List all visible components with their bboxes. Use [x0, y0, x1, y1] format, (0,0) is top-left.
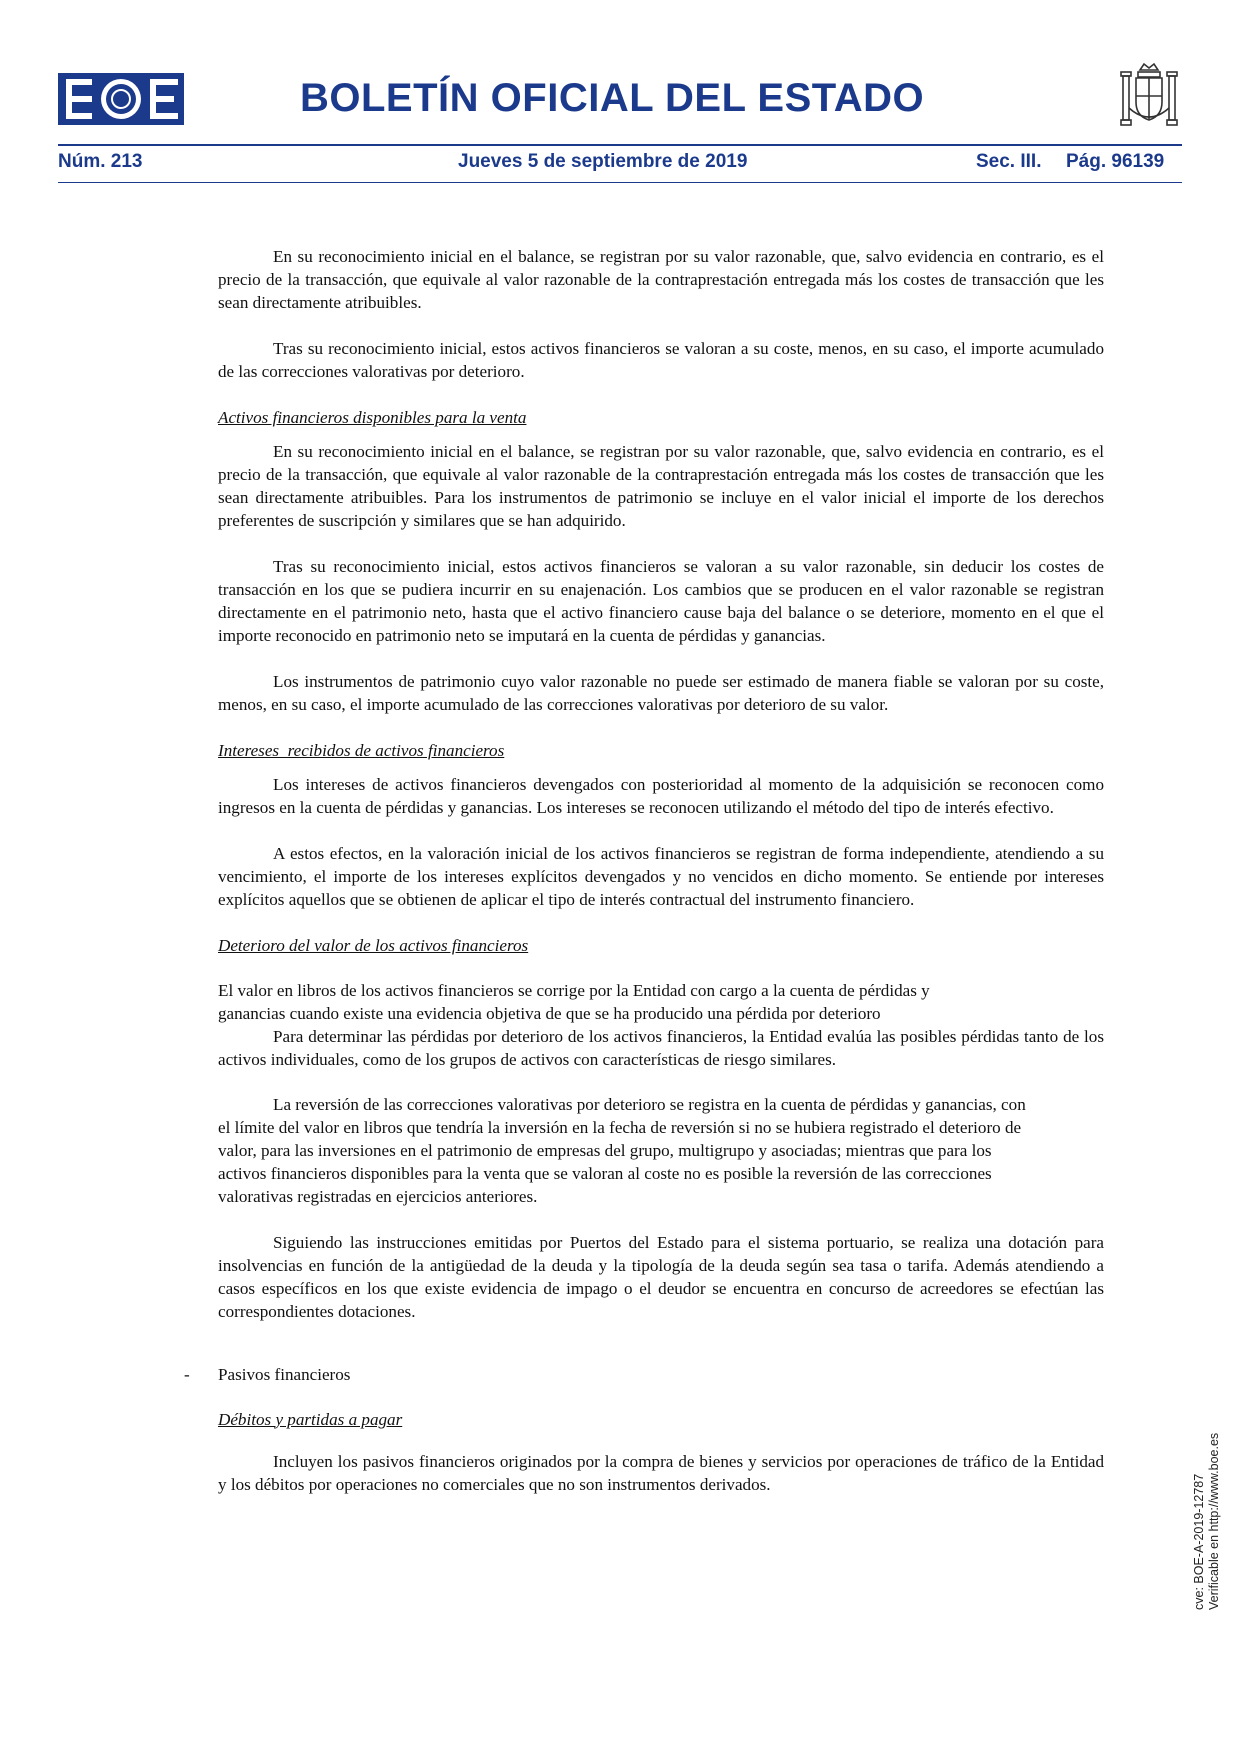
verification-url: Verificable en http://www.boe.es [1207, 1432, 1221, 1610]
paragraph: Incluyen los pasivos financieros originados por la compra de bienes y servicios por operaciones de tráfico de la Entidad y los débitos por operaciones no comerciales que no son instrumentos derivados. [218, 1452, 1104, 1495]
section-heading: Débitos y partidas a pagar [218, 1409, 403, 1429]
paragraph: Siguiendo las instrucciones emitidas por Puertos del Estado para el sistema portuario, se realiza una dotación para insolvencias en función de la antigüedad de la deuda y la tipología de la deuda según sea tasa o tarifa. Además atendiendo a casos específicos en los que existe evidencia de impago o el deudor se encuentra en concurso de acreedores se efectúan las correspondientes dotaciones. [218, 1233, 1104, 1321]
issue-date: Jueves 5 de septiembre de 2019 [458, 151, 748, 172]
bullet-dash: - [184, 1364, 190, 1384]
paragraph: Para determinar las pérdidas por deterioro de los activos financieros, la Entidad evalúa las posibles pérdidas tanto de los activos individuales, como de los grupos de activos con características de riesgo similares. [218, 1026, 1104, 1069]
section: Sec. III. [976, 151, 1042, 172]
section-heading: Activos financieros disponibles para la venta [218, 407, 527, 427]
paragraph: Tras su reconocimiento inicial, estos activos financieros se valoran a su valor razonable, sin deducir los costes de transacción en los que se pudiera incurrir en su enajenación. Los cambios que se producen en el valor razonable se registran directamente en el patrimonio neto, hasta que el activo financiero cause baja del balance o se deteriore, momento en el que el importe reconocido en patrimonio neto se imputará en la cuenta de pérdidas y ganancias. [218, 557, 1104, 645]
header-rule-top [58, 144, 1182, 146]
paragraph: En su reconocimiento inicial en el balance, se registran por su valor razonable, que, salvo evidencia en contrario, es el precio de la transacción, que equivale al valor razonable de la contraprestación entregada más los costes de transacción que les sean directamente atribuibles. [218, 247, 1104, 312]
section-heading: Deterioro del valor de los activos financieros [218, 935, 529, 955]
page-title: BOLETÍN OFICIAL DEL ESTADO [300, 76, 925, 120]
paragraph: Los instrumentos de patrimonio cuyo valor razonable no puede ser estimado de manera fiable se valoran por su coste, menos, en su caso, el importe acumulado de las correcciones valorativas por deterioro de su valor. [218, 671, 1104, 714]
section-heading: Intereses recibidos de activos financieros [218, 740, 505, 760]
document-body [184, 246, 1104, 1520]
header-info-row [58, 151, 1182, 177]
issue-number: Núm. 213 [58, 151, 143, 172]
paragraph: La reversión de las correcciones valorativas por deterioro se registra en la cuenta de pérdidas y ganancias, con el límite del valor en libros que tendría la inversión en la fecha de reversión si no se hubiera registrado el deterioro de valor, para las inversiones en el patrimonio de empresas del grupo, multigrupo y asociadas; mientras que para los activos financieros disponibles para la venta que se valoran al coste no es posible la reversión de las correcciones valorativas registradas en ejercicios anteriores. [218, 1095, 1026, 1207]
cve-code: cve: BOE-A-2019-12787 [1192, 1473, 1206, 1610]
paragraph: Tras su reconocimiento inicial, estos activos financieros se valoran a su coste, menos, en su caso, el importe acumulado de las correcciones valorativas por deterioro. [218, 338, 1104, 381]
paragraph: El valor en libros de los activos financieros se corrige por la Entidad con cargo a la cuenta de pérdidas y ganancias cuando existe una evidencia objetiva de que se ha producido una pérdida por deterioro [218, 980, 930, 1023]
page-number: Pág. 96139 [1066, 151, 1165, 172]
list-item-label: Pasivos financieros [218, 1364, 351, 1384]
list-item [184, 1364, 1104, 1387]
header-rule-bottom [58, 182, 1182, 183]
verification-note [1192, 1433, 1222, 1610]
boe-logo [58, 73, 184, 125]
coat-of-arms-icon [1118, 62, 1180, 132]
paragraph: En su reconocimiento inicial en el balance, se registran por su valor razonable, que, salvo evidencia en contrario, es el precio de la transacción, que equivale al valor razonable de la contraprestación entregada más los costes de transacción que les sean directamente atribuibles. Para los instrumentos de patrimonio se incluye en el valor inicial el importe de los derechos preferentes de suscripción y similares que se han adquirido. [218, 442, 1104, 531]
paragraph: A estos efectos, en la valoración inicial de los activos financieros se registran de forma independiente, atendiendo a su vencimiento, el importe de los intereses explícitos devengados y no vencidos en dicho momento. Se entiende por intereses explícitos aquellos que se obtienen de aplicar el tipo de interés contractual del instrumento financiero. [218, 844, 1104, 910]
paragraph: Los intereses de activos financieros devengados con posterioridad al momento de la adquisición se reconocen como ingresos en la cuenta de pérdidas y ganancias. Los intereses se reconocen utilizando el método del tipo de interés efectivo. [218, 775, 1104, 818]
